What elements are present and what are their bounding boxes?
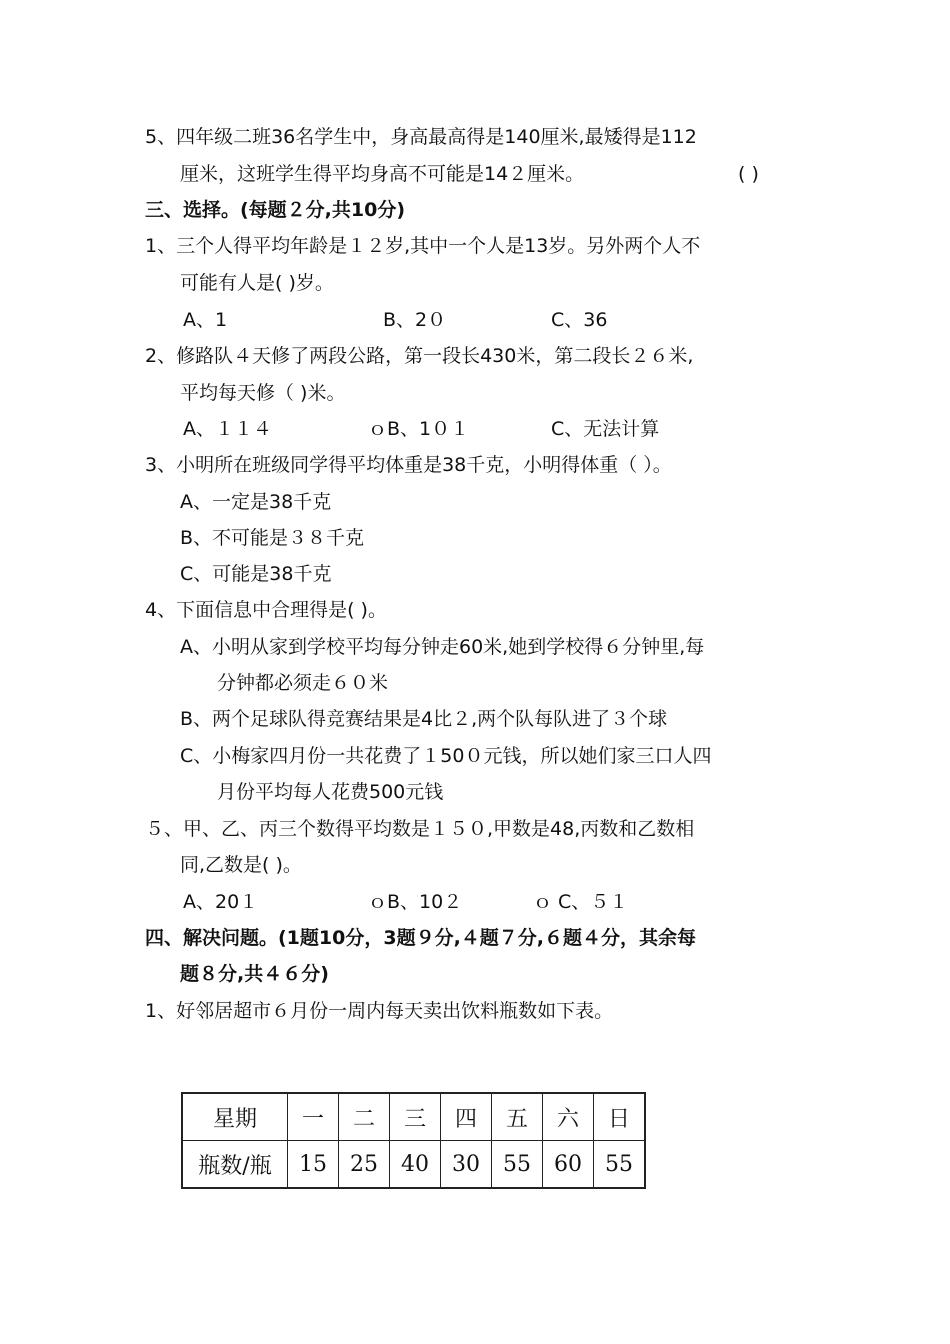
table-header-label: 星期 (182, 1093, 288, 1141)
s3-q1-line2: 可能有人是( )岁。 (180, 272, 334, 294)
s3-q4-option-c-line2: 月份平均每人花费500元钱 (217, 781, 444, 803)
s3-q5-option-a: A、20１ (183, 891, 259, 913)
s3-q2-option-c: C、无法计算 (551, 418, 660, 440)
section3-heading: 三、选择。(每题２分,共10分) (145, 199, 406, 221)
s3-q1-line1: 1、三个人得平均年龄是１２岁,其中一个人是13岁。另外两个人不 (145, 235, 701, 257)
sales-table (181, 1092, 646, 1189)
section4-heading-line1: 四、解决问题。(1题10分，3题９分,４题７分,６题４分，其余每 (145, 927, 697, 949)
table-header-row (182, 1093, 645, 1141)
s3-q3-option-b: B、不可能是３８千克 (180, 527, 365, 549)
s3-q4-option-a-line2: 分钟都必须走６０米 (217, 672, 389, 694)
s3-q3-option-c: C、可能是38千克 (180, 563, 332, 585)
table-value-cell: 30 (441, 1141, 492, 1189)
s3-q5-option-b: ｏB、10２ (368, 891, 463, 913)
s3-q4-line1: 4、下面信息中合理得是( )。 (145, 599, 387, 621)
s3-q2-option-a: A、１１４ (183, 418, 272, 440)
table-value-cell: 25 (339, 1141, 390, 1189)
s3-q2-option-b: ｏB、1０１ (368, 418, 470, 440)
table-day-cell: 二 (339, 1093, 390, 1141)
s3-q2-line2: 平均每天修（ )米。 (180, 382, 346, 404)
table-row-label: 瓶数/瓶 (182, 1141, 288, 1189)
table-day-cell: 一 (288, 1093, 339, 1141)
table-value-cell: 40 (390, 1141, 441, 1189)
s3-q1-option-b: B、2０ (383, 309, 447, 331)
s3-q4-option-a-line1: A、小明从家到学校平均每分钟走60米,她到学校得６分钟里,每 (180, 636, 705, 658)
s4-q1-text: 1、好邻居超市６月份一周内每天卖出饮料瓶数如下表。 (145, 1000, 614, 1022)
s3-q4-option-c-line1: C、小梅家四月份一共花费了１50０元钱，所以她们家三口人四 (180, 745, 712, 767)
s3-q5-line2: 同,乙数是( )。 (180, 854, 302, 876)
s3-q3-line1: 3、小明所在班级同学得平均体重是38千克，小明得体重（ ）。 (145, 454, 672, 476)
table-value-cell: 55 (594, 1141, 646, 1189)
table-day-cell: 五 (492, 1093, 543, 1141)
table-day-cell: 日 (594, 1093, 646, 1141)
s3-q3-option-a: A、一定是38千克 (180, 491, 332, 513)
s3-q5-line1: ５、甲、乙、丙三个数得平均数是１５０,甲数是48,丙数和乙数相 (145, 818, 695, 840)
table-day-cell: 三 (390, 1093, 441, 1141)
s3-q4-option-b: B、两个足球队得竞赛结果是4比２,两个队每队进了３个球 (180, 708, 668, 730)
table-day-cell: 四 (441, 1093, 492, 1141)
s3-q1-option-c: C、36 (551, 309, 608, 331)
s3-q1-option-a: A、1 (183, 309, 228, 331)
table-value-cell: 55 (492, 1141, 543, 1189)
section4-heading-line2: 题８分,共４６分) (180, 963, 329, 985)
judge-q5-line2: 厘米，这班学生得平均身高不可能是14２厘米。 (180, 163, 585, 185)
answer-paren: ( ) (738, 163, 759, 185)
judge-q5-line1: 5、四年级二班36名学生中，身高最高得是140厘米,最矮得是112 (145, 126, 697, 148)
table-value-cell: 15 (288, 1141, 339, 1189)
table-day-cell: 六 (543, 1093, 594, 1141)
s3-q5-option-c: ｏ C、５１ (533, 891, 629, 913)
table-value-cell: 60 (543, 1141, 594, 1189)
s3-q2-line1: 2、修路队４天修了两段公路，第一段长430米，第二段长２６米, (145, 345, 694, 367)
table-row (182, 1141, 645, 1189)
